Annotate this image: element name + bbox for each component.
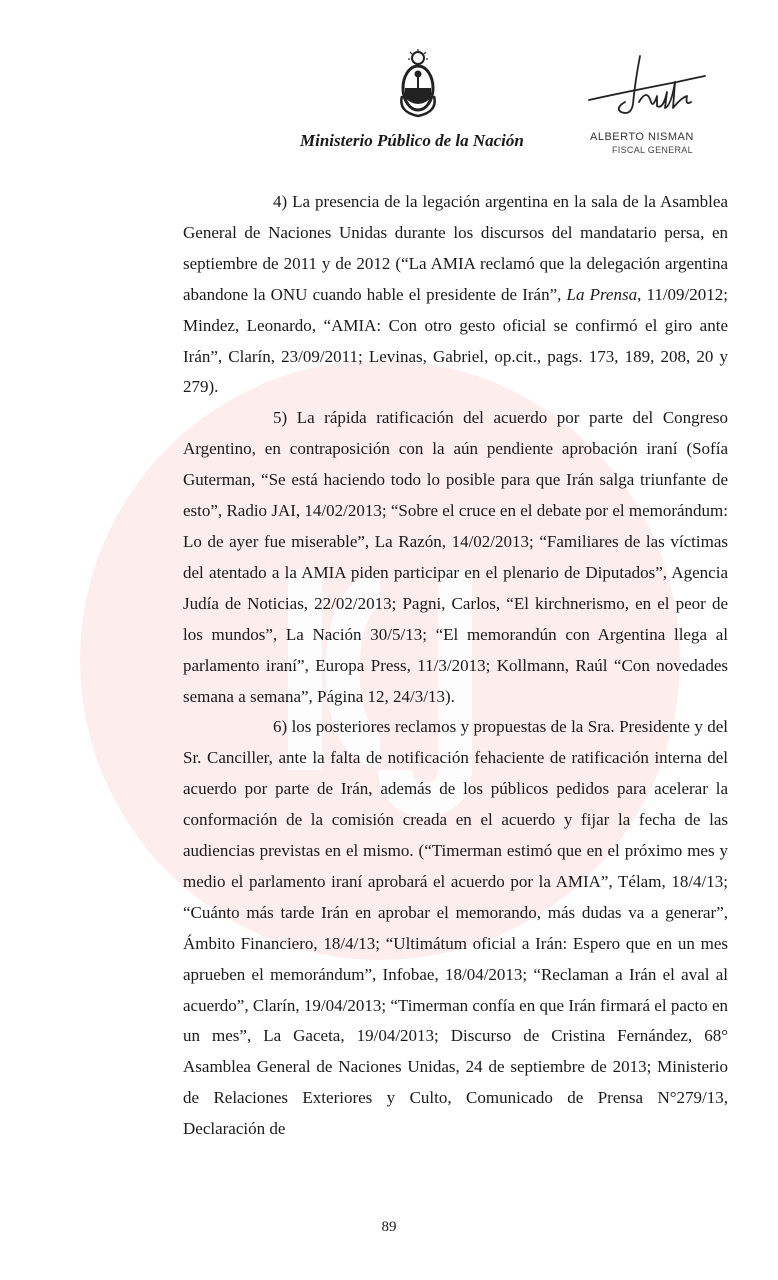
signature-icon — [585, 52, 725, 124]
paragraph-5: 5) La rápida ratificación del acuerdo por parte del Congreso Argentino, en contraposición con la aún pendiente aprobación iraní (Sofía Guterman, “Se está haciendo todo lo posible para que Irán salga triunfante de esto”, Radio JAI, 14/02/2013; “Sobre el cruce en el debate por el memorándum: Lo de ayer fue miserable”, La Razón, 14/02/2013; “Familiares de las víctimas del atentado a la AMIA piden participar en el plenario de Diputados”, Agencia Judía de Noticias, 22/02/2013; Pagni, Carlos, “El kirchnerismo, en el peor de los mundos”, La Nación 30/5/13; “El memorandún con Argentina llega al parlamento iraní”, Europa Press, 11/3/2013; Kollmann, Raúl “Con novedades semana a semana”, Página 12, 24/3/13). — [183, 408, 728, 706]
newspaper-title: La Prensa — [566, 284, 638, 304]
paragraph-4-text-a: 4) La presencia de la legación argentina en la sala de la Asamblea General de Naciones Unidas durante los discursos del mandatario persa, en septiembre de 2011 y de 2012 (“La AMIA reclamó que la delegación argentina abandone la ONU cuando hable el presidente de Irán”, — [183, 192, 728, 304]
document-body — [183, 187, 728, 1145]
argentine-coat-of-arms-icon — [398, 48, 438, 120]
page-header — [0, 0, 778, 180]
signatory-name: ALBERTO NISMAN — [590, 131, 694, 143]
signatory-title: FISCAL GENERAL — [612, 145, 693, 155]
paragraph-4 — [183, 187, 728, 403]
paragraph-6: 6) los posteriores reclamos y propuestas de la Sra. Presidente y del Sr. Canciller, ante la falta de notificación fehaciente de ratificación interna del acuerdo por parte de Irán, además de los públicos pedidos para acelerar la conformación de la comisión creada en el acuerdo y fijar la fecha de las audiencias previstas en el mismo. (“Timerman estimó que en el próximo mes y medio el parlamento iraní aprobará el acuerdo por la AMIA”, Télam, 18/4/13; “Cuánto más tarde Irán en aprobar el memorando, más dudas va a generar”, Ámbito Financiero, 18/4/13; “Ultimátum oficial a Irán: Espero que en un mes aprueben el memorándum”, Infobae, 18/04/2013; “Reclaman a Irán el aval al acuerdo”, Clarín, 19/04/2013; “Timerman confía en que Irán firmará el pacto en un mes”, La Gaceta, 19/04/2013; Discurso de Cristina Fernández, 68° Asamblea General de Naciones Unidas, 24 de septiembre de 2013; Ministerio de Relaciones Exteriores y Culto, Comunicado de Prensa N°279/13, Declaración de — [183, 717, 728, 1139]
ministry-name: Ministerio Público de la Nación — [300, 131, 524, 150]
page-number: 89 — [381, 1219, 397, 1235]
paragraph-4-text-b: , 11/09/2012; Mindez, Leonardo, “AMIA: Con otro gesto oficial se confirmó el giro ante Irán”, Clarín, 23/09/2011; Levinas, Gabriel, op.cit., pags. 173, 189, 208, 20 y 279). — [183, 284, 729, 397]
